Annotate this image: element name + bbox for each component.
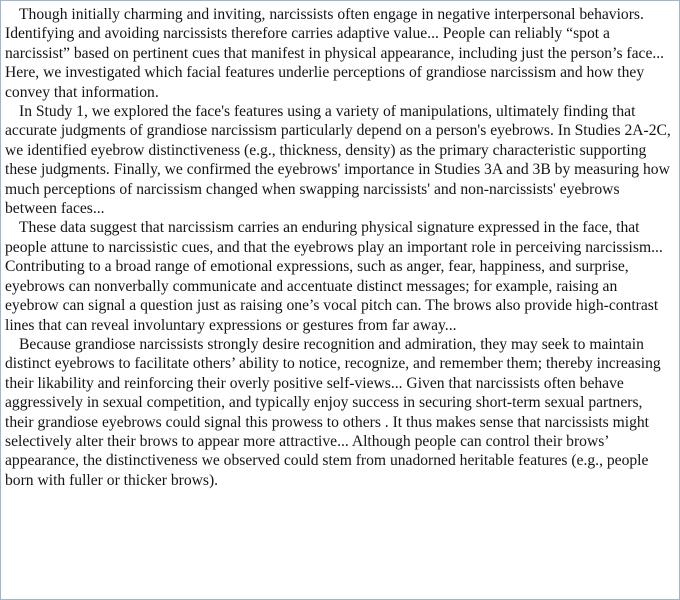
paragraph-discussion: Because grandiose narcissists strongly desire recognition and admiration, they may seek to maintain distinct eyebrows to facilitate others’ ability to notice, recognize, and remember them; thereby increasing their likability and reinforcing their overly positive self-views... Given that narcissists often behave aggressively in sexual competition, and typically enjoy success in securing short-term sexual partners, their grandiose eyebrows could signal this prowess to others . It thus makes sense that narcissists might selectively alter their brows to appear more attractive... Although people can control their brows’ appearance, the distinctiveness we observed could stem from unadorned heritable features (e.g., people born with fuller or thicker brows). — [5, 335, 661, 489]
paragraph-intro: Though initially charming and inviting, narcissists often engage in negative interpersonal behaviors. Identifying and avoiding narcissists therefore carries adaptive value... People can reliably “spot a narcissist” based on pertinent cues that manifest in physical appearance, including just the person’s face... Here, we investigated which facial features underlie perceptions of grandiose narcissism and how they convey that information. — [5, 6, 665, 101]
paragraph-study-1: In Study 1, we explored the face's features using a variety of manipulations, ultimately finding that accurate judgments of grandiose narcissism particularly depend on a person's eyebrows. In Studies 2A-2C, we identified eyebrow distinctiveness (e.g., thickness, density) as the primary characteristic supporting these judgments. Finally, we confirmed the eyebrows' importance in Studies 3A and 3B by measuring how much perceptions of narcissism changed when swapping narcissists' and non-narcissists' eyebrows between faces... — [5, 103, 671, 218]
paragraph-implications: These data suggest that narcissism carries an enduring physical signature expressed in the face, that people attune to narcissistic cues, and that the eyebrows play an important role in perceiving narcissism... Contributing to a broad range of emotional expressions, such as anger, fear, happiness, and surprise, eyebrows can nonverbally communicate and accentuate distinct messages; for example, raising an eyebrow can signal a question just as raising one’s vocal pitch can. The brows also provide high-contrast lines that can reveal involuntary expressions or gestures from far away... — [5, 219, 663, 334]
